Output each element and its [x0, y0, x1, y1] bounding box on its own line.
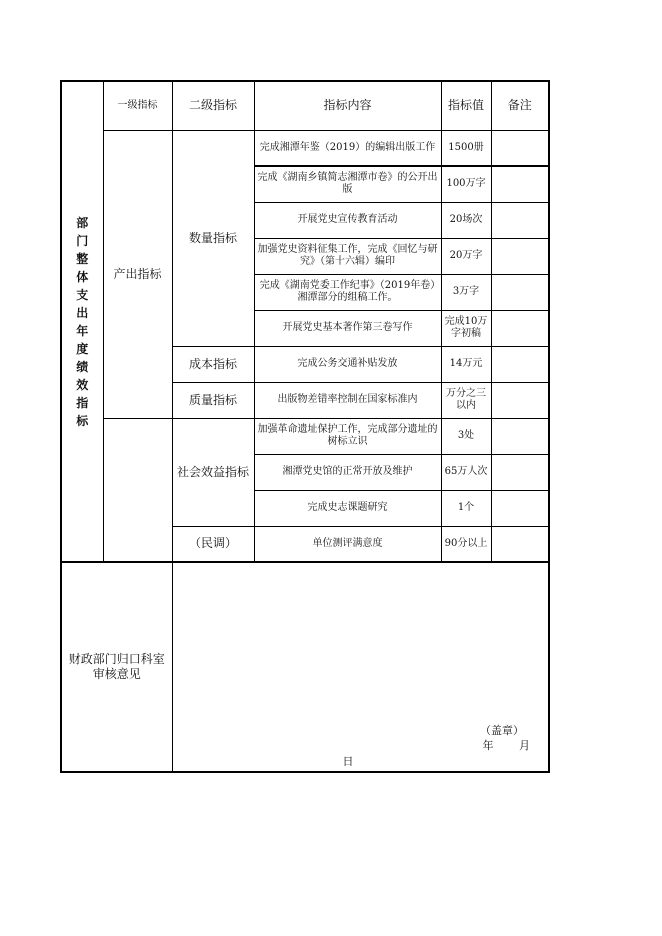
header-level2: 二级指标 — [172, 81, 254, 130]
row-content: 完成公务交通补贴发放 — [254, 346, 441, 382]
row-remark[interactable] — [491, 238, 549, 274]
row-remark[interactable] — [491, 526, 549, 562]
row-remark[interactable] — [491, 130, 549, 166]
group-effect-empty — [103, 418, 172, 562]
row-content: 完成史志课题研究 — [254, 490, 441, 526]
section-label: 部门整体支出年度绩效指标 — [76, 215, 89, 428]
review-label: 财政部门归口科室审核意见 — [61, 562, 172, 772]
row-content: 单位测评满意度 — [254, 526, 441, 562]
row-remark[interactable] — [491, 418, 549, 454]
row-value: 20场次 — [441, 202, 491, 238]
row-remark[interactable] — [491, 490, 549, 526]
row-remark[interactable] — [491, 382, 549, 418]
row-remark[interactable] — [491, 202, 549, 238]
row-content: 开展党史宣传教育活动 — [254, 202, 441, 238]
row-value: 90分以上 — [441, 526, 491, 562]
day-text: 日 — [342, 755, 354, 768]
row-remark[interactable] — [491, 166, 549, 202]
row-remark[interactable] — [491, 310, 549, 346]
row-content: 湘潭党史馆的正常开放及维护 — [254, 454, 441, 490]
row-value: 1500册 — [441, 130, 491, 166]
row-value: 3万字 — [441, 274, 491, 310]
row-content: 完成湘潭年鉴（2019）的编辑出版工作 — [254, 130, 441, 166]
group-cost: 成本指标 — [172, 346, 254, 382]
row-value: 完成10万字初稿 — [441, 310, 491, 346]
performance-indicator-table — [60, 80, 550, 773]
review-opinion-cell[interactable] — [172, 562, 549, 772]
group-quality: 质量指标 — [172, 382, 254, 418]
year-month-text: 年 月 — [482, 739, 530, 752]
row-content: 完成《湖南党委工作纪事》（2019年卷）湘潭部分的组稿工作。 — [254, 274, 441, 310]
row-remark[interactable] — [491, 346, 549, 382]
row-content: 出版物差错率控制在国家标准内 — [254, 382, 441, 418]
group-social: 社会效益指标 — [172, 418, 254, 526]
row-content: 完成《湖南乡镇简志湘潭市卷》的公开出版 — [254, 166, 441, 202]
row-value: 65万人次 — [441, 454, 491, 490]
seal-text: （盖章） — [480, 724, 524, 737]
section-label-cell — [61, 81, 103, 562]
row-value: 20万字 — [441, 238, 491, 274]
header-value: 指标值 — [441, 81, 491, 130]
header-content: 指标内容 — [254, 81, 441, 130]
row-value: 3处 — [441, 418, 491, 454]
row-content: 加强党史资料征集工作，完成《回忆与研究》（第十六辑）编印 — [254, 238, 441, 274]
row-remark[interactable] — [491, 274, 549, 310]
row-value: 万分之三以内 — [441, 382, 491, 418]
row-value: 1个 — [441, 490, 491, 526]
row-content: 开展党史基本著作第三卷写作 — [254, 310, 441, 346]
row-remark[interactable] — [491, 454, 549, 490]
group-output: 产出指标 — [103, 130, 172, 418]
header-level1: 一级指标 — [103, 81, 172, 130]
group-quantity: 数量指标 — [172, 130, 254, 346]
row-value: 100万字 — [441, 166, 491, 202]
group-survey: （民调） — [172, 526, 254, 562]
row-content: 加强革命遗址保护工作，完成部分遗址的树标立识 — [254, 418, 441, 454]
header-remark: 备注 — [491, 81, 549, 130]
row-value: 14万元 — [441, 346, 491, 382]
